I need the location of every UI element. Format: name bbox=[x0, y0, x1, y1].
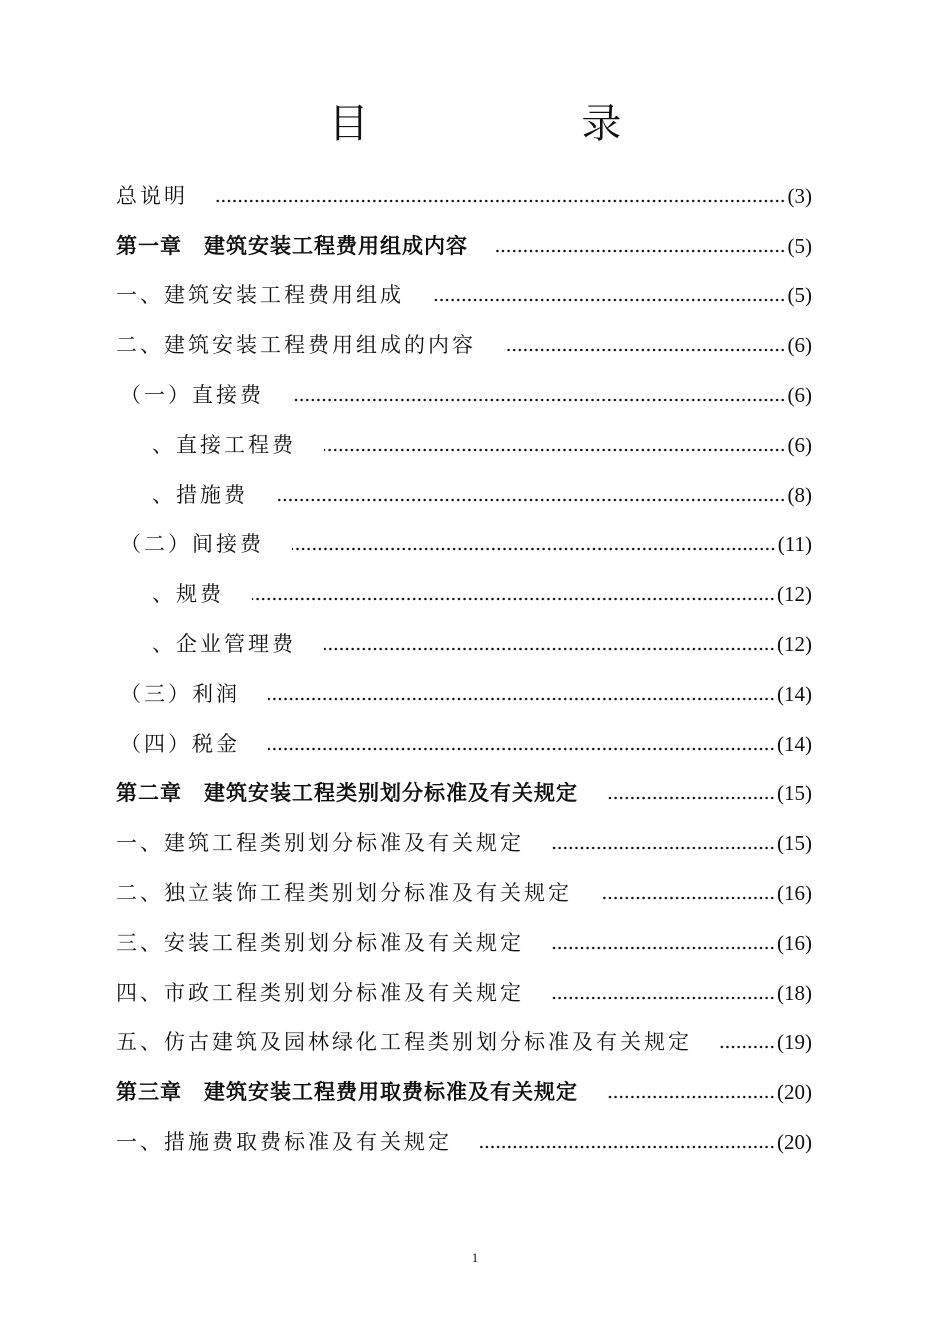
toc-entry[interactable] bbox=[116, 172, 812, 222]
toc-entry-title: （一）直接费 bbox=[120, 382, 264, 407]
toc-entry-title: 一、措施费取费标准及有关规定 bbox=[116, 1129, 452, 1154]
toc-entry[interactable] bbox=[116, 720, 812, 770]
toc-entry-title: （四）税金 bbox=[120, 731, 240, 756]
toc-entry-title: 第三章 建筑安装工程费用取费标准及有关规定 bbox=[116, 1080, 578, 1105]
toc-entry[interactable] bbox=[116, 819, 812, 869]
toc-entry-page: (14) bbox=[777, 731, 812, 756]
toc-entry[interactable] bbox=[116, 471, 812, 521]
dot-leader bbox=[268, 696, 775, 702]
dot-leader bbox=[432, 297, 786, 303]
page-number: 1 bbox=[471, 1250, 479, 1265]
dot-leader bbox=[606, 1094, 775, 1100]
dot-leader bbox=[480, 1144, 775, 1150]
toc-entry-page: (5) bbox=[787, 283, 812, 308]
toc-entry-title: 第二章 建筑安装工程类别划分标准及有关规定 bbox=[116, 781, 578, 806]
dot-leader bbox=[552, 845, 775, 851]
dot-leader bbox=[324, 447, 786, 453]
toc-entry-title: 、直接工程费 bbox=[152, 432, 296, 457]
toc-entry-page: (18) bbox=[777, 980, 812, 1005]
table-of-contents bbox=[116, 172, 812, 1168]
toc-entry-page: (12) bbox=[777, 582, 812, 607]
dot-leader bbox=[552, 945, 775, 951]
toc-entry[interactable] bbox=[116, 421, 812, 471]
toc-entry-page: (15) bbox=[777, 781, 812, 806]
toc-entry-title: 二、建筑安装工程费用组成的内容 bbox=[116, 333, 476, 358]
toc-entry[interactable] bbox=[116, 770, 812, 820]
toc-entry[interactable] bbox=[116, 620, 812, 670]
toc-entry-title: 、措施费 bbox=[152, 482, 248, 507]
toc-entry-title: 、规费 bbox=[152, 582, 224, 607]
toc-entry-page: (20) bbox=[777, 1129, 812, 1154]
toc-entry[interactable] bbox=[116, 321, 812, 371]
toc-entry-page: (20) bbox=[777, 1080, 812, 1105]
toc-entry[interactable] bbox=[116, 1068, 812, 1118]
toc-entry[interactable] bbox=[116, 1118, 812, 1168]
toc-entry[interactable] bbox=[116, 521, 812, 571]
toc-entry-title: 五、仿古建筑及园林绿化工程类别划分标准及有关规定 bbox=[116, 1030, 692, 1055]
toc-entry[interactable] bbox=[116, 1019, 812, 1069]
toc-entry-page: (5) bbox=[787, 233, 812, 258]
toc-entry-page: (12) bbox=[777, 631, 812, 656]
toc-entry-page: (6) bbox=[787, 432, 812, 457]
toc-entry-page: (16) bbox=[777, 880, 812, 905]
toc-entry[interactable] bbox=[116, 371, 812, 421]
dot-leader bbox=[720, 1044, 775, 1050]
toc-entry-title: 四、市政工程类别划分标准及有关规定 bbox=[116, 980, 524, 1005]
toc-entry-page: (11) bbox=[777, 532, 812, 557]
dot-leader bbox=[252, 596, 775, 602]
dot-leader bbox=[600, 895, 775, 901]
toc-entry-page: (6) bbox=[787, 382, 812, 407]
toc-entry-page: (15) bbox=[777, 831, 812, 856]
page-title: 目 录 bbox=[328, 101, 722, 147]
toc-entry[interactable] bbox=[116, 670, 812, 720]
toc-entry-title: （三）利润 bbox=[120, 681, 240, 706]
dot-leader bbox=[496, 248, 786, 254]
toc-entry-page: (14) bbox=[777, 681, 812, 706]
toc-entry[interactable] bbox=[116, 222, 812, 272]
toc-entry-title: 一、建筑安装工程费用组成 bbox=[116, 283, 404, 308]
toc-entry-title: （二）间接费 bbox=[120, 532, 264, 557]
dot-leader bbox=[292, 546, 776, 552]
toc-entry-page: (6) bbox=[787, 333, 812, 358]
dot-leader bbox=[606, 795, 775, 801]
toc-entry-title: 、企业管理费 bbox=[152, 631, 296, 656]
toc-entry[interactable] bbox=[116, 272, 812, 322]
toc-entry-page: (19) bbox=[777, 1030, 812, 1055]
toc-entry-page: (3) bbox=[787, 183, 812, 208]
toc-entry[interactable] bbox=[116, 570, 812, 620]
toc-entry-title: 一、建筑工程类别划分标准及有关规定 bbox=[116, 831, 524, 856]
dot-leader bbox=[216, 198, 786, 204]
dot-leader bbox=[324, 646, 775, 652]
toc-entry-title: 总说明 bbox=[116, 183, 188, 208]
toc-entry[interactable] bbox=[116, 969, 812, 1019]
toc-entry[interactable] bbox=[116, 869, 812, 919]
toc-entry[interactable] bbox=[116, 919, 812, 969]
toc-entry-title: 二、独立装饰工程类别划分标准及有关规定 bbox=[116, 880, 572, 905]
dot-leader bbox=[276, 497, 786, 503]
dot-leader bbox=[268, 746, 775, 752]
toc-entry-page: (8) bbox=[787, 482, 812, 507]
toc-entry-page: (16) bbox=[777, 930, 812, 955]
dot-leader bbox=[504, 347, 786, 353]
toc-entry-title: 第一章 建筑安装工程费用组成内容 bbox=[116, 233, 468, 258]
dot-leader bbox=[292, 397, 786, 403]
toc-entry-title: 三、安装工程类别划分标准及有关规定 bbox=[116, 930, 524, 955]
dot-leader bbox=[552, 995, 775, 1001]
